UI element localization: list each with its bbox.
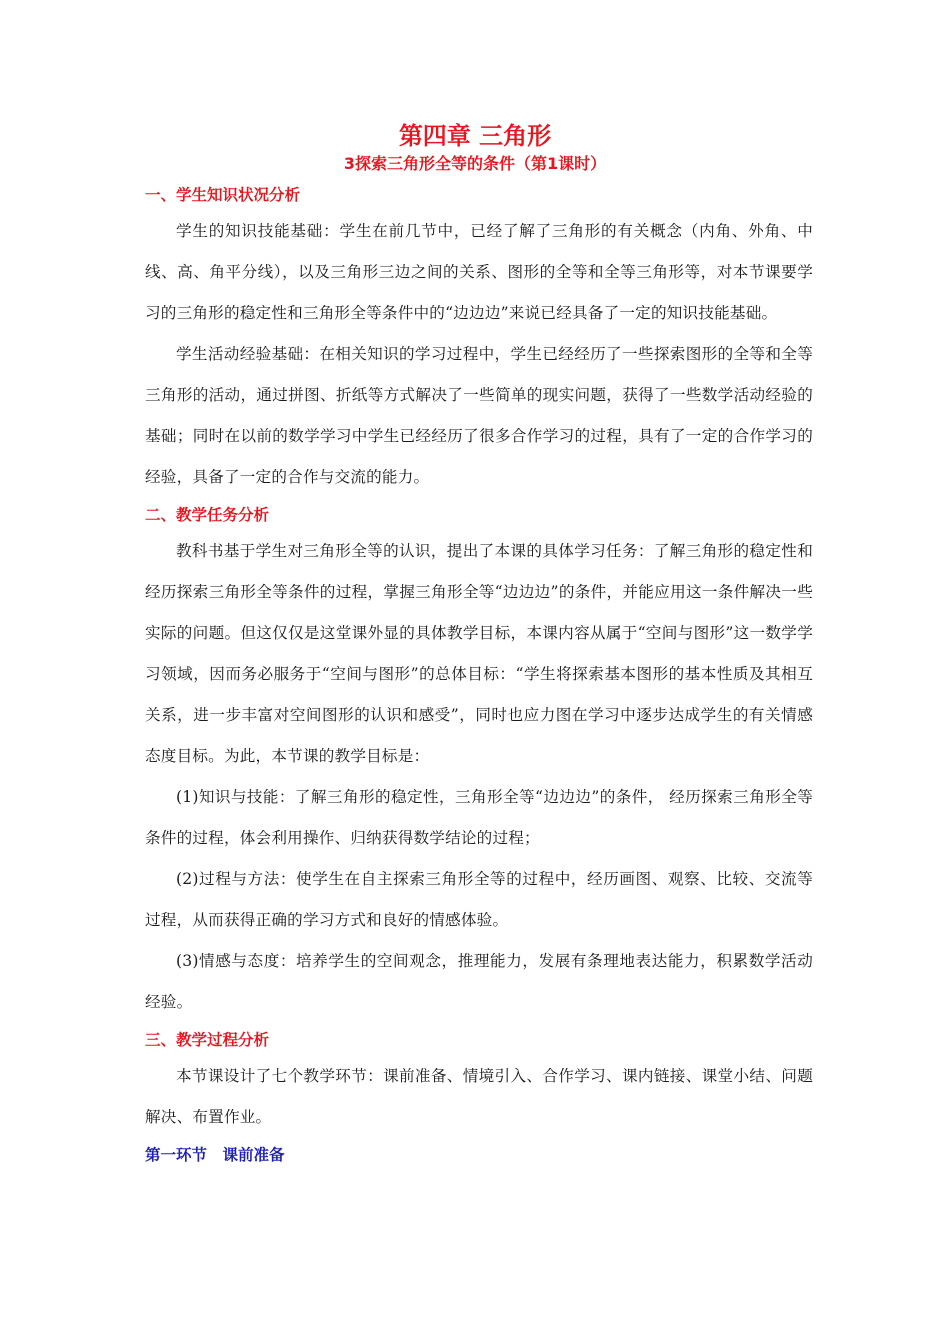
section-heading-task-analysis: 二、教学任务分析	[145, 506, 270, 524]
section-heading-student-analysis: 一、学生知识状况分析	[145, 186, 301, 204]
paragraph-goal-process: (2)过程与方法：使学生在自主探索三角形全等的过程中，经历画图、观察、比较、交流等过程，从而获得正确的学习方式和良好的情感体验。	[145, 870, 813, 929]
paragraph-teaching-steps: 本节课设计了七个教学环节：课前准备、情境引入、合作学习、课内链接、课堂小结、问题解决、布置作业。	[145, 1067, 813, 1126]
chapter-title: 第四章 三角形	[398, 122, 552, 150]
paragraph-goal-knowledge: (1)知识与技能：了解三角形的稳定性，三角形全等“边边边”的条件， 经历探索三角形全等条件的过程，体会利用操作、归纳获得数学结论的过程；	[145, 788, 813, 847]
paragraph-goal-attitude: (3)情感与态度：培养学生的空间观念，推理能力，发展有条理地表达能力，积累数学活动经验。	[145, 952, 813, 1011]
subsection-heading-preparation: 第一环节 课前准备	[145, 1146, 285, 1164]
lesson-subtitle: 3探索三角形全等的条件（第1课时）	[343, 154, 607, 173]
paragraph-activity-experience: 学生活动经验基础：在相关知识的学习过程中，学生已经经历了一些探索图形的全等和全等三角形的活动，通过拼图、折纸等方式解决了一些简单的现实问题，获得了一些数学活动经验的基础；同时在以前的数学学习中学生已经经历了很多合作学习的过程，具有了一定的合作学习的经验，具备了一定的合作与交流的能力。	[145, 345, 813, 486]
section-heading-process-analysis: 三、教学过程分析	[145, 1031, 270, 1049]
document-body	[145, 184, 813, 1166]
paragraph-knowledge-base: 学生的知识技能基础：学生在前几节中，已经了解了三角形的有关概念（内角、外角、中线、高、角平分线），以及三角形三边之间的关系、图形的全等和全等三角形等，对本节课要学习的三角形的稳定性和三角形全等条件中的“边边边”来说已经具备了一定的知识技能基础。	[145, 222, 813, 322]
paragraph-task-description: 教科书基于学生对三角形全等的认识，提出了本课的具体学习任务：了解三角形的稳定性和经历探索三角形全等条件的过程，掌握三角形全等“边边边”的条件，并能应用这一条件解决一些实际的问题。但这仅仅是这堂课外显的具体教学目标，本课内容从属于“空间与图形”这一数学学习领域，因而务必服务于“空间与图形”的总体目标：“学生将探索基本图形的基本性质及其相互关系，进一步丰富对空间图形的认识和感受”，同时也应力图在学习中逐步达成学生的有关情感态度目标。为此，本节课的教学目标是：	[145, 542, 813, 765]
